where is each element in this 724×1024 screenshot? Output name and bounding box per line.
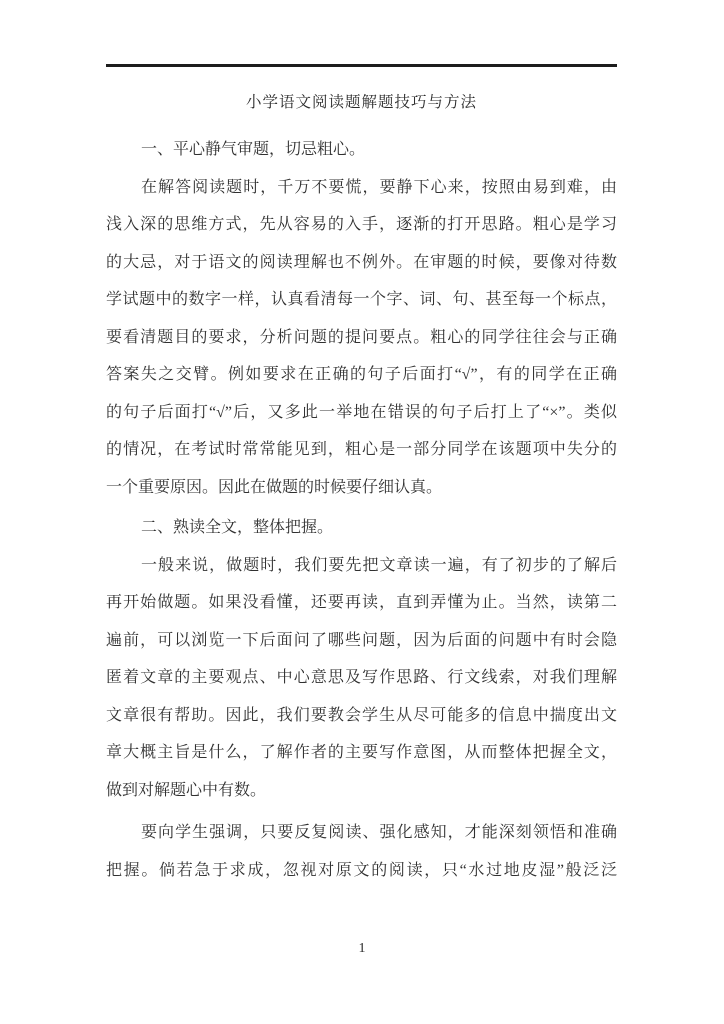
text-line: 文章很有帮助。因此，我们要教会学生从尽可能多的信息中揣度出文 [106,706,617,724]
text-line: 学试题中的数字一样，认真看清每一个字、词、句、甚至每一个标点， [106,291,617,308]
page-number: 1 [358,941,366,956]
text-line: 在解答阅读题时，千万不要慌，要静下心来，按照由易到难，由 [141,178,617,196]
text-line: 一个重要原因。因此在做题的时候要仔细认真。 [106,478,443,496]
text-line: 一般来说，做题时，我们要先把文章读一遍，有了初步的了解后 [141,556,617,574]
text-line: 答案失之交臂。例如要求在正确的句子后面打“√”，有的同学在正确 [106,366,617,383]
text-line: 的情况，在考试时常常能见到，粗心是一部分同学在该题项中失分的 [106,441,617,458]
section-heading-2: 二、熟读全文，整体把握。 [141,519,334,536]
document-content [106,88,617,889]
text-line: 遍前，可以浏览一下后面问了哪些问题，因为后面的问题中有时会隐 [106,631,617,649]
section-heading-1: 一、平心静气审题，切忌粗心。 [141,141,366,158]
text-line: 再开始做题。如果没看懂，还要再读，直到弄懂为止。当然，读第二 [106,594,617,611]
text-line: 做到对解题心中有数。 [106,781,267,799]
paragraph-1 [106,169,617,507]
header-divider [106,64,617,67]
text-line: 浅入深的思维方式，先从容易的入手，逐渐的打开思路。粗心是学习 [106,216,617,233]
text-line: 把握。倘若急于求成，忽视对原文的阅读，只“水过地皮湿”般泛泛 [106,861,617,879]
text-line: 要看清题目的要求，分析问题的提问要点。粗心的同学往往会与正确 [106,328,617,346]
paragraph-3 [106,814,617,889]
text-line: 章大概主旨是什么，了解作者的主要写作意图，从而整体把握全文， [106,744,617,761]
text-line: 的大忌，对于语文的阅读理解也不例外。在审题的时候，要像对待数 [106,253,617,271]
text-line: 要向学生强调，只要反复阅读、强化感知，才能深刻领悟和准确 [141,824,617,841]
text-line: 匿着文章的主要观点、中心意思及写作思路、行文线索，对我们理解 [106,669,617,686]
document-title: 小学语文阅读题解题技巧与方法 [245,94,477,111]
paragraph-2 [106,547,617,810]
text-line: 的句子后面打“√”后，又多此一举地在错误的句子后打上了“×”。类似 [106,403,617,421]
